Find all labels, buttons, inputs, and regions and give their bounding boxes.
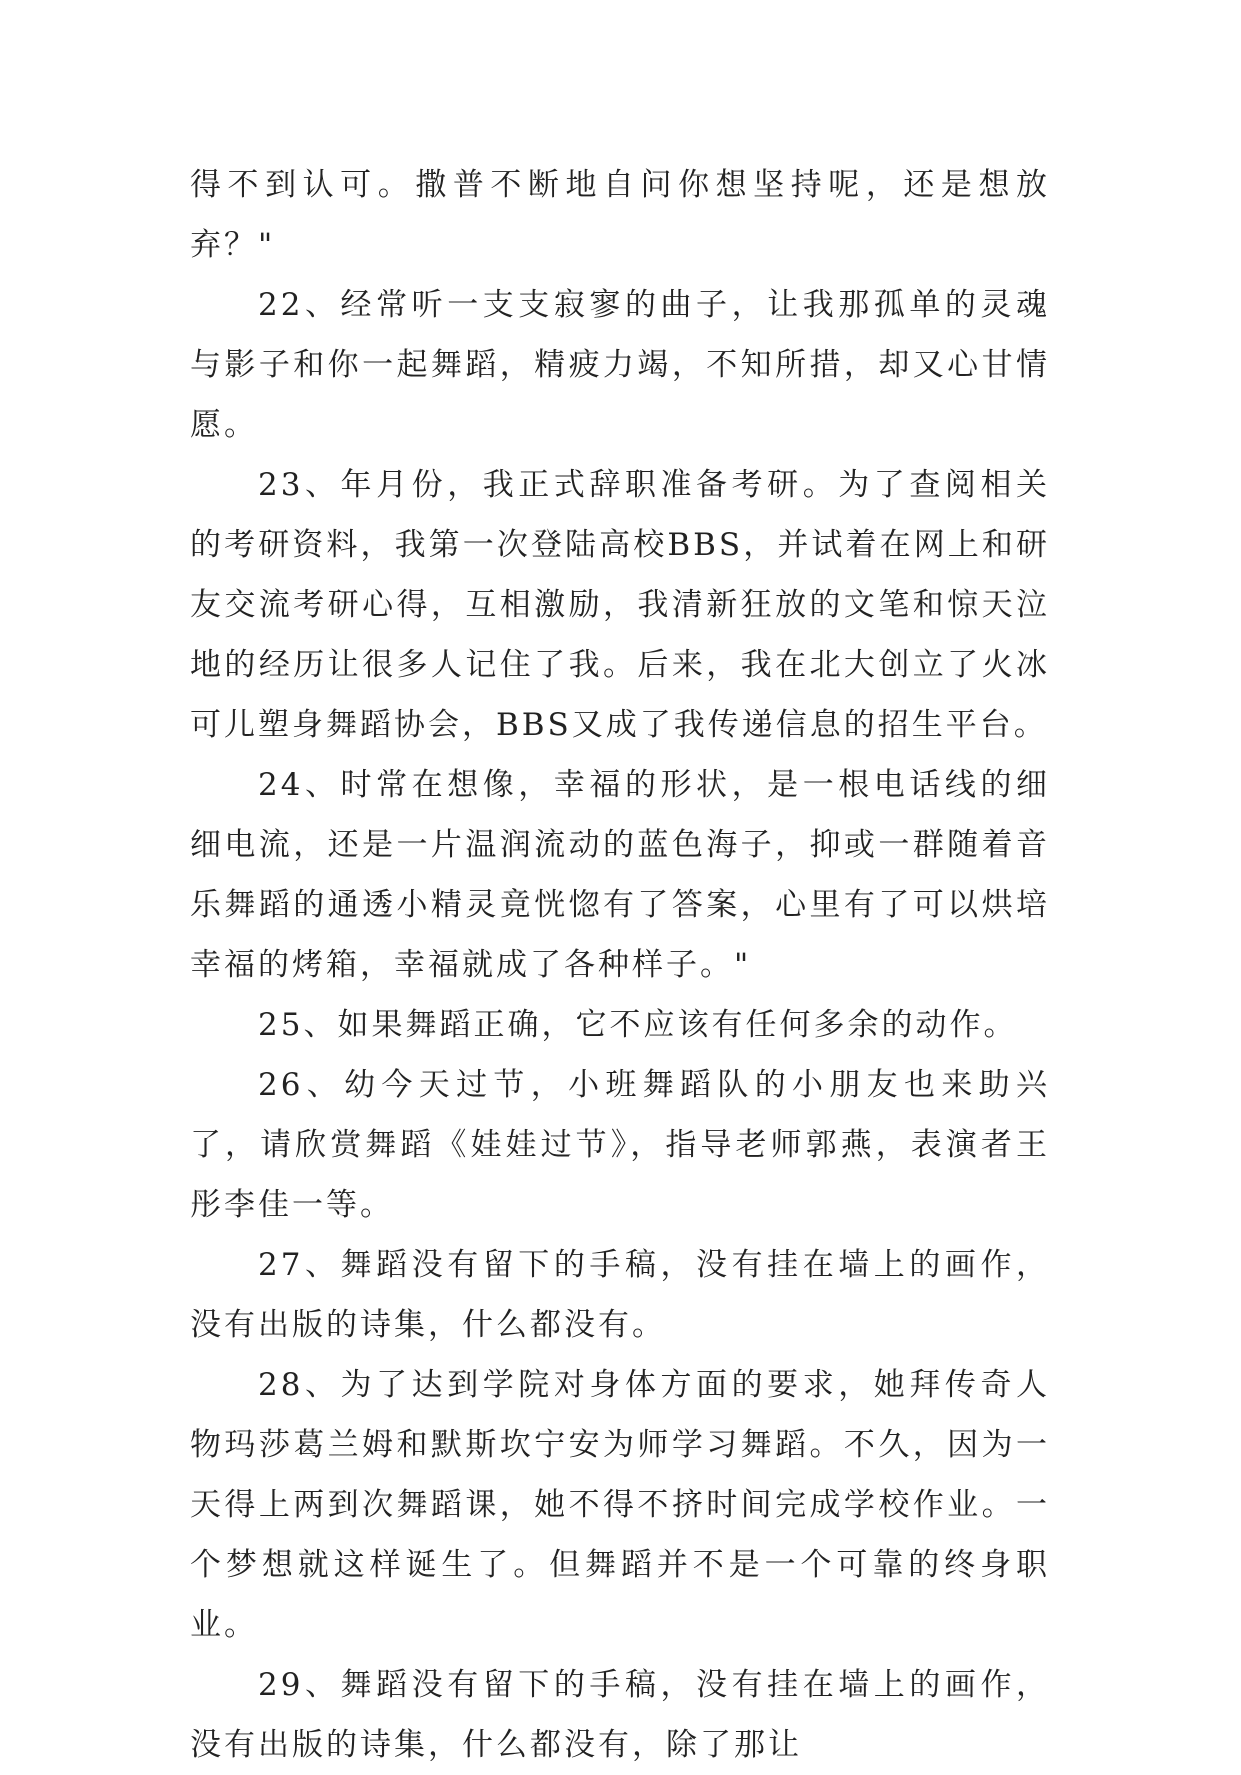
paragraph-22: 22、经常听一支支寂寥的曲子，让我那孤单的灵魂与影子和你一起舞蹈，精疲力竭，不知所措，却又心甘情愿。 xyxy=(190,287,1050,443)
paragraph-26: 26、幼今天过节，小班舞蹈队的小朋友也来助兴了，请欣赏舞蹈《娃娃过节》，指导老师郭燕，表演者王彤李佳一等。 xyxy=(190,1067,1050,1223)
paragraph-23: 23、年月份，我正式辞职准备考研。为了查阅相关的考研资料，我第一次登陆高校BBS，并试着在网上和研友交流考研心得，互相激励，我清新狂放的文笔和惊天泣地的经历让很多人记住了我。后来，我在北大创立了火冰可儿塑身舞蹈协会，BBS又成了我传递信息的招生平台。 xyxy=(190,467,1050,743)
paragraph-29: 29、舞蹈没有留下的手稿，没有挂在墙上的画作，没有出版的诗集，什么都没有，除了那让 xyxy=(190,1667,1050,1763)
paragraph-27: 27、舞蹈没有留下的手稿，没有挂在墙上的画作，没有出版的诗集，什么都没有。 xyxy=(190,1247,1050,1343)
paragraph-continuation: 得不到认可。撒普不断地自问你想坚持呢，还是想放弃？" xyxy=(190,167,1050,263)
document-body xyxy=(190,155,1050,1775)
paragraph-25: 25、如果舞蹈正确，它不应该有任何多余的动作。 xyxy=(258,1007,1018,1043)
paragraph-24: 24、时常在想像，幸福的形状，是一根电话线的细细电流，还是一片温润流动的蓝色海子，抑或一群随着音乐舞蹈的通透小精灵竟恍惚有了答案，心里有了可以烘培幸福的烤箱，幸福就成了各种样子。" xyxy=(190,767,1050,983)
paragraph-28: 28、为了达到学院对身体方面的要求，她拜传奇人物玛莎葛兰姆和默斯坎宁安为师学习舞蹈。不久，因为一天得上两到次舞蹈课，她不得不挤时间完成学校作业。一个梦想就这样诞生了。但舞蹈并不是一个可靠的终身职业。 xyxy=(190,1367,1050,1643)
